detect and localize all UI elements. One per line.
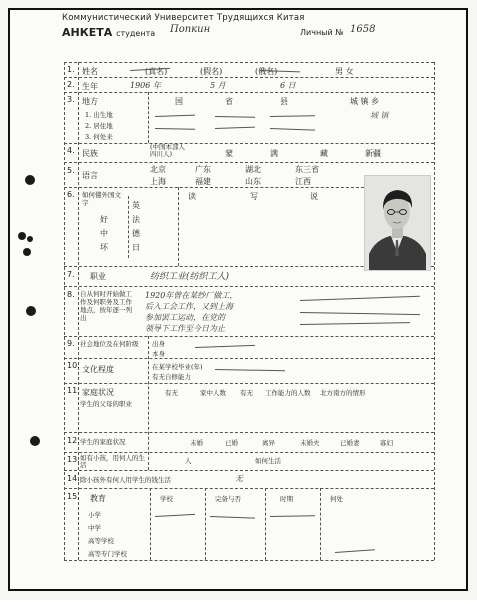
field-label-dependents: 除小孩外有何人用学生的钱生活 xyxy=(80,476,171,484)
questionnaire-sheet xyxy=(8,8,468,591)
row-number: 4. xyxy=(67,146,75,155)
row-number: 1. xyxy=(67,65,75,74)
row-number: 5. xyxy=(67,166,75,175)
field-label-class: 社会地位及在何阶级 xyxy=(80,340,139,348)
skill-read: 读 xyxy=(188,192,196,201)
field-real-name: (真名) xyxy=(145,67,168,76)
row-number: 7. xyxy=(67,270,75,279)
option-has-2: 有无 xyxy=(240,389,253,397)
level-good: 好 xyxy=(100,215,108,224)
lang-fujian: 福建 xyxy=(195,177,211,186)
col-complete: 完备与否 xyxy=(215,495,241,503)
university-title: Коммунистический Университет Трудящихся Китая xyxy=(62,13,305,23)
option-has: 有无 xyxy=(165,389,178,397)
family-sub-label: 学生的父母的职业 xyxy=(80,400,132,408)
row-number: 11. xyxy=(67,386,80,395)
town-value: 城 镇 xyxy=(370,111,389,120)
option-graduated: 在某学校毕业(年) xyxy=(152,363,203,371)
student-name-hand: Попкин xyxy=(170,24,211,35)
option-tibet: 藏 xyxy=(320,149,328,158)
row-number: 2. xyxy=(67,80,75,89)
level-poor: 坏 xyxy=(100,243,108,252)
option-how-live: 如何生活 xyxy=(255,457,281,465)
work-history-line: 1920年曾在某纱厂做工， xyxy=(145,291,238,300)
row-number: 14. xyxy=(67,474,80,483)
field-alias: (假名) xyxy=(200,67,223,76)
work-history-line: 参加罢工运动，在党的 xyxy=(145,313,225,322)
row-number: 9. xyxy=(67,339,75,348)
option-married: 已婚 xyxy=(225,439,238,447)
option-person: 人 xyxy=(185,457,192,465)
row-number: 15. xyxy=(67,492,80,501)
field-label-occupation: 职业 xyxy=(90,272,106,281)
field-label-ethnicity: 民族 xyxy=(82,149,98,158)
col-location: 何处 xyxy=(330,495,343,503)
birth-year: 1906 年 xyxy=(130,81,161,90)
binder-hole xyxy=(30,436,40,446)
option-region: 北方南方的情形 xyxy=(320,389,366,397)
birth-day: 6 日 xyxy=(280,81,296,90)
option-self: 本身 xyxy=(152,350,165,358)
field-label-birth: 生年 xyxy=(82,82,98,91)
field-label-education: 教育 xyxy=(90,494,106,503)
field-label-children: 如有小孩，用何人的生活 xyxy=(80,454,145,469)
number-label: Личный № xyxy=(300,28,344,37)
row-number: 3. xyxy=(67,95,75,104)
option-wife: 已婚妻 xyxy=(340,439,360,447)
form-title xyxy=(62,26,155,39)
field-label-language: 语言 xyxy=(82,171,98,180)
lang-shanghai: 上海 xyxy=(150,177,166,186)
field-gender: 男 女 xyxy=(335,67,354,76)
occupation-value: 纺织工业(纺织工人) xyxy=(150,272,230,282)
field-label-name: 姓名 xyxy=(82,67,98,76)
lang-dongsansheng: 东三省 xyxy=(295,165,319,174)
row-number: 12. xyxy=(67,436,80,445)
option-working-count: 工作能力的人数 xyxy=(265,389,311,397)
level-medium: 中 xyxy=(100,229,108,238)
level-middle: 中学 xyxy=(88,524,101,532)
col-period: 时期 xyxy=(280,495,293,503)
col-country: 国 xyxy=(175,97,183,106)
option-family-count: 家中人数 xyxy=(200,389,226,397)
option-divorced: 离异 xyxy=(262,439,275,447)
lang-french: 法 xyxy=(132,215,140,224)
option-self-study: 有无自修能力 xyxy=(152,373,191,381)
option-unmarried: 未婚 xyxy=(190,439,203,447)
option-widow: 寡妇 xyxy=(380,439,393,447)
skill-write: 写 xyxy=(250,192,258,201)
work-history-line: 领导下工作至今日为止 xyxy=(145,324,225,333)
lang-german: 德 xyxy=(132,229,140,238)
residence-label: 2. 居住地 xyxy=(85,122,113,130)
number-value: 1658 xyxy=(350,24,376,35)
option-fiance: 未婚夫 xyxy=(300,439,320,447)
birthplace-label: 1. 出生地 xyxy=(85,111,113,119)
option-mongol: 蒙 xyxy=(225,149,233,158)
origin-label: 3. 何处来 xyxy=(85,133,113,141)
birth-month: 5 月 xyxy=(210,81,226,90)
col-town: 城 镇 乡 xyxy=(350,97,380,106)
student-word: студента xyxy=(116,29,156,38)
level-specialized: 高等专门学校 xyxy=(88,550,127,558)
row-number: 6. xyxy=(67,190,75,199)
col-county: 县 xyxy=(280,97,288,106)
lang-english: 英 xyxy=(132,201,140,210)
field-label-foreign-lang: 如何懂外国文字 xyxy=(82,191,121,207)
binder-hole xyxy=(18,232,26,240)
option-manchu: 满 xyxy=(270,149,278,158)
lang-hubei: 湖北 xyxy=(245,165,261,174)
option-origin: 出身 xyxy=(152,340,165,348)
lang-shandong: 山东 xyxy=(245,177,261,186)
form-title-text: АНКЕТА xyxy=(62,26,113,39)
lang-jiangxi: 江西 xyxy=(295,177,311,186)
row-number: 8. xyxy=(67,290,75,299)
binder-hole xyxy=(27,236,33,242)
row-number: 10. xyxy=(67,361,80,370)
field-label-place: 地方 xyxy=(82,97,98,106)
level-primary: 小学 xyxy=(88,511,101,519)
lang-beijing: 北京 xyxy=(150,165,166,174)
level-higher: 高等学校 xyxy=(88,537,114,545)
field-label-marital: 学生的家庭状况 xyxy=(80,438,126,446)
skill-speak: 说 xyxy=(310,192,318,201)
row-number: 13. xyxy=(67,455,80,464)
lang-japanese: 日 xyxy=(132,243,140,252)
field-label-work-history: 自从何时开始做工作及何职务及工作地点，按年逐一列出 xyxy=(80,290,132,322)
binder-hole xyxy=(23,248,31,256)
binder-hole xyxy=(26,306,36,316)
lang-guangdong: 广东 xyxy=(195,165,211,174)
col-province: 省 xyxy=(225,97,233,106)
field-russian-name: (俄名) xyxy=(255,67,278,76)
col-school: 学校 xyxy=(160,495,173,503)
student-photo xyxy=(364,175,431,271)
binder-hole xyxy=(25,175,35,185)
field-label-education-level: 文化程度 xyxy=(82,365,114,374)
option-xinjiang: 新疆 xyxy=(365,149,381,158)
ethnicity-sub-label: (中国本部人 四川人) xyxy=(150,143,186,158)
dependents-value: 无 xyxy=(235,474,243,483)
work-history-line: 后入工会工作，又到上海 xyxy=(145,302,233,311)
field-label-family: 家庭状况 xyxy=(82,388,114,397)
